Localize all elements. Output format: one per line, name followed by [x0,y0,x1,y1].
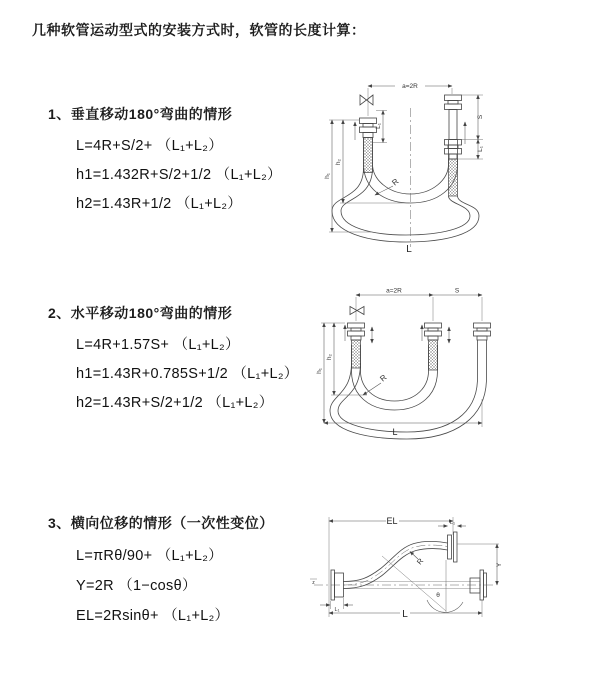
dim-label-a2r: a=2R [386,287,402,295]
braid-left [352,340,361,368]
section-1-formula-L: L=4R+S/2+ （L₁+L₂） [76,138,224,154]
valve-icon [350,307,364,315]
left-fitting [360,118,377,138]
section-2-formula-h2: h2=1.43R+S/2+1/2 （L₁+L₂） [76,395,274,411]
section-3-heading: 3、横向位移的情形（一次性变位） [48,515,274,531]
section-2-heading: 2、水平移动180°弯曲的情形 [48,305,233,321]
lateral-displacement-diagram [300,505,600,640]
top-right-flange [448,532,458,562]
section-2-formula-h1: h1=1.43R+0.785S+1/2 （L₁+L₂） [76,366,299,382]
right-fitting-lower [445,140,462,160]
section-1-formula-h1: h1=1.432R+S/2+1/2 （L₁+L₂） [76,167,282,183]
length-label: L [392,427,398,437]
section-2-formula-L: L=4R+1.57S+ （L₁+L₂） [76,337,240,353]
dim-label-l1-top: L₁ [450,520,455,526]
dim-label-h1: h₁ [316,368,323,374]
dim-label-l1-bottom: L₁ [334,607,340,613]
dim-label-h1: h₁ [324,173,331,179]
centerline-mark: z [312,580,315,586]
radius-label: R [390,176,401,188]
section-1-heading: 1、垂直移动180°弯曲的情形 [48,106,233,122]
right-fitting [474,323,491,340]
dim-label-h2: h₂ [326,353,333,361]
section-3-formula-EL: EL=2Rsinθ+ （L₁+L₂） [76,608,230,624]
valve-icon [360,95,373,105]
dim-label-s: S [454,287,460,295]
dim-label-h2: h₂ [335,158,342,166]
right-fitting-upper [445,95,462,140]
length-label: L [406,244,412,255]
middle-fitting [425,323,442,340]
dim-label-el: EL [386,516,398,526]
dim-label-s: S [477,114,484,120]
dim-label-l1-left: L₁ [375,123,382,129]
page-title: 几种软管运动型式的安装方式时，软管的长度计算： [32,22,366,38]
left-fitting [348,323,365,340]
length-label: L [402,609,408,620]
vertical-180-bend-diagram [305,64,550,264]
section-3-formula-Y: Y=2R （1−cosθ） [76,578,197,594]
braid-middle [429,340,438,370]
braid-right [449,159,458,196]
dim-label-y: Y [496,562,503,568]
dim-label-a2r: a=2R [402,83,418,90]
section-1-formula-h2: h2=1.43R+1/2 （L₁+L₂） [76,196,243,212]
section-3-formula-L: L=πRθ/90+ （L₁+L₂） [76,548,223,564]
radius-label: R [414,556,426,567]
radius-label: R [378,372,389,384]
hose-original-position [352,345,438,410]
braid-left [364,138,373,173]
dim-label-theta: θ [436,592,440,599]
horizontal-180-bend-diagram [305,283,555,448]
dim-label-l1-right: L₁ [477,146,484,152]
